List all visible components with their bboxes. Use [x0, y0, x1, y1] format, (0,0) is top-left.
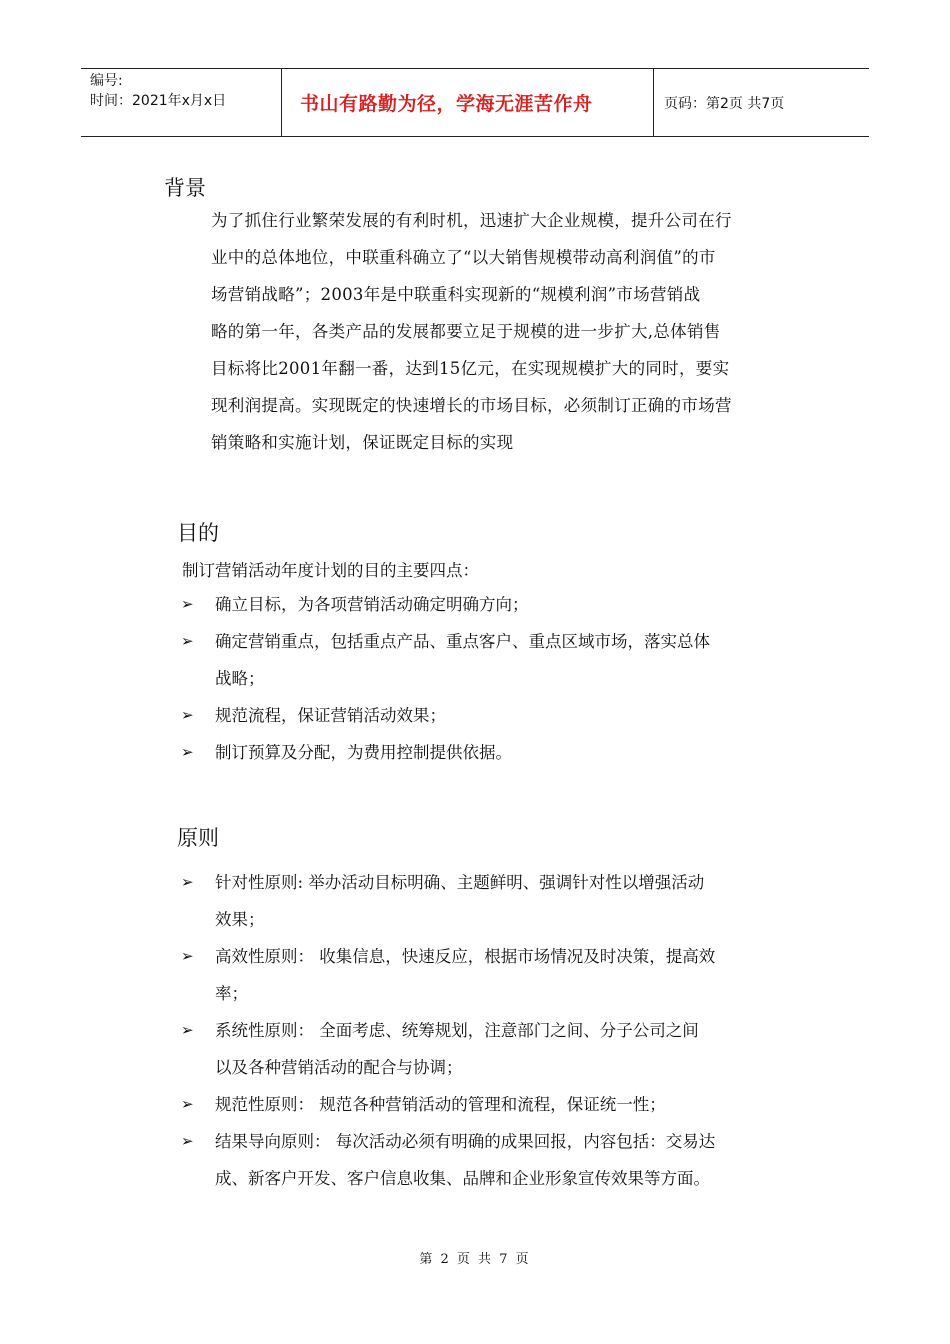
purpose-item: [181, 623, 710, 697]
principles-item-text: 以及各种营销活动的配合与协调；: [215, 1058, 463, 1077]
purpose-heading: 目的: [177, 521, 219, 545]
purpose-item: [181, 586, 710, 623]
principles-item-text: 率；: [215, 984, 248, 1003]
background-line: 目标将比2001年翻一番，达到15亿元，在实现规模扩大的同时，要实: [211, 359, 730, 378]
arrow-bullet-icon: ➢: [181, 1132, 194, 1150]
arrow-bullet-icon: ➢: [181, 947, 194, 965]
background-heading: 背景: [164, 176, 206, 200]
page-header: [81, 68, 869, 137]
principles-item-text: 系统性原则： 全面考虑、统筹规划，注意部门之间、分子公司之间: [215, 1021, 699, 1040]
time-label: 时间：2021年x月x日: [90, 93, 227, 109]
background-line: 现利润提高。实现既定的快速增长的市场目标，必须制订正确的市场营: [211, 396, 732, 415]
purpose-list: [181, 586, 710, 771]
arrow-bullet-icon: ➢: [181, 1095, 194, 1113]
arrow-bullet-icon: ➢: [181, 595, 194, 613]
background-line: 为了抓住行业繁荣发展的有利时机，迅速扩大企业规模，提升公司在行: [211, 211, 732, 230]
purpose-item: [181, 697, 710, 734]
purpose-item-text: 规范流程，保证营销活动效果；: [215, 706, 446, 725]
background-paragraph: [211, 202, 732, 461]
principles-item-text: 成、新客户开发、客户信息收集、品牌和企业形象宣传效果等方面。: [215, 1169, 710, 1188]
arrow-bullet-icon: ➢: [181, 706, 194, 724]
principles-item-text: 针对性原则: 举办活动目标明确、主题鲜明、强调针对性以增强活动: [215, 873, 705, 892]
arrow-bullet-icon: ➢: [181, 632, 194, 650]
background-line: 业中的总体地位，中联重科确立了“以大销售规模带动高利润值”的市: [211, 248, 716, 267]
arrow-bullet-icon: ➢: [181, 1021, 194, 1039]
purpose-item-text: 制订预算及分配，为费用控制提供依据。: [215, 743, 512, 762]
arrow-bullet-icon: ➢: [181, 873, 194, 891]
background-line: 略的第一年，各类产品的发展都要立足于规模的进一步扩大,总体销售: [211, 322, 721, 341]
header-page-cell: [654, 69, 869, 136]
purpose-item: [181, 734, 710, 771]
header-motto-cell: [281, 69, 654, 136]
principles-list: [181, 864, 715, 1197]
motto-text: 书山有路勤为径，学海无涯苦作舟: [300, 93, 593, 115]
principles-item-text: 规范性原则： 规范各种营销活动的管理和流程，保证统一性；: [215, 1095, 666, 1114]
principles-item: [181, 864, 715, 938]
purpose-item-text: 确定营销重点，包括重点产品、重点客户、重点区域市场，落实总体: [215, 632, 710, 651]
header-left-cell: [81, 69, 281, 136]
background-line: 场营销战略”；2003年是中联重科实现新的“规模利润”市场营销战: [211, 285, 701, 304]
page-footer: 第 2 页 共 7 页: [419, 1252, 531, 1267]
principles-heading: 原则: [177, 826, 219, 850]
arrow-bullet-icon: ➢: [181, 743, 194, 761]
principles-item: [181, 1012, 715, 1086]
principles-item-text: 结果导向原则： 每次活动必须有明确的成果回报，内容包括：交易达: [215, 1132, 716, 1151]
page-number-label: 页码：第2页 共7页: [664, 95, 785, 112]
principles-item: [181, 1123, 715, 1197]
number-label: 编号:: [90, 73, 123, 89]
purpose-intro: 制订营销活动年度计划的目的主要四点：: [182, 561, 479, 580]
principles-item-text: 效果；: [215, 910, 265, 929]
purpose-item-text: 确立目标，为各项营销活动确定明确方向；: [215, 595, 529, 614]
principles-item: [181, 1086, 715, 1123]
background-line: 销策略和实施计划，保证既定目标的实现: [211, 433, 514, 452]
principles-item: [181, 938, 715, 1012]
principles-item-text: 高效性原则： 收集信息，快速反应，根据市场情况及时决策，提高效: [215, 947, 716, 966]
purpose-item-text: 战略；: [215, 669, 265, 688]
